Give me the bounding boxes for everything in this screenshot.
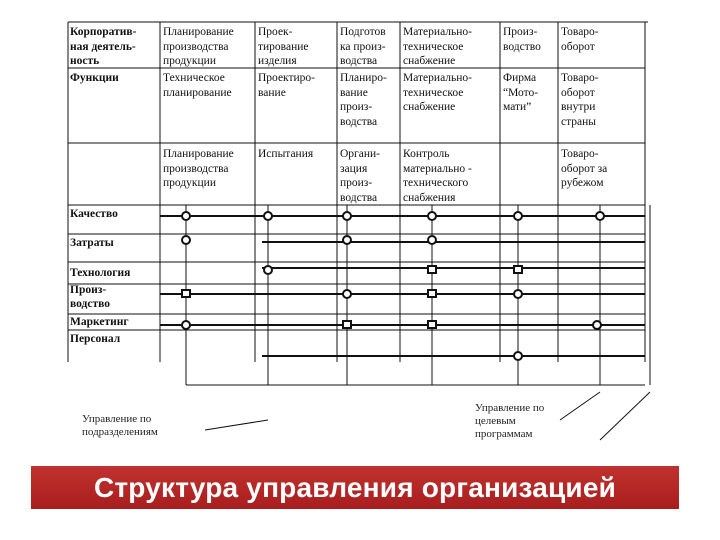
function-cell-3: Планиро- вание произ- водства	[340, 72, 387, 128]
slide-title: Структура управления организацией	[93, 471, 617, 503]
header-cell-turnover: Товаро- оборот	[561, 26, 599, 53]
third-cell-3: Органи- зация произ- водства	[340, 148, 381, 204]
function-cell-1: Техническое планирование	[163, 72, 232, 99]
row-label-costs: Затраты	[70, 237, 114, 249]
third-cell-2: Испытания	[258, 148, 314, 160]
header-cell-production: Произ- водство	[503, 26, 541, 53]
function-cell-4: Материально- техническое снабжение	[403, 72, 472, 113]
functions-label: Функции	[70, 72, 119, 84]
header-cell-design: Проек- тирование изделия	[258, 26, 309, 67]
annotation-by-programs: Управление по целевым программам	[475, 402, 545, 440]
row-label-technology: Технология	[70, 267, 131, 279]
title-banner	[31, 466, 679, 509]
third-cell-5: Товаро- оборот за рубежом	[561, 148, 608, 189]
third-cell-1: Планирование производства продукции	[163, 148, 234, 189]
third-cell-4: Контроль материально - технического снабжения	[403, 148, 472, 204]
row-label-production: Произ- водство	[70, 284, 111, 310]
header-cell-supply: Материально- техническое снабжение	[403, 26, 472, 67]
function-cell-6: Товаро- оборот внутри страны	[561, 72, 599, 128]
annotation-by-departments: Управление по подразделениям	[82, 413, 158, 438]
row-label-personnel: Персонал	[70, 333, 121, 345]
row-label-quality: Качество	[70, 208, 118, 220]
header-cell-corporate: Корпоратив- ная деятель- ность	[70, 26, 137, 67]
function-cell-5: Фирма “Мото- мати”	[503, 72, 539, 113]
function-cell-2: Проектиро- вание	[258, 72, 315, 99]
header-cell-preparation: Подготов ка произ- водства	[340, 26, 386, 67]
row-label-marketing: Маркетинг	[70, 316, 129, 328]
header-cell-planning: Планирование производства продукции	[163, 26, 234, 67]
